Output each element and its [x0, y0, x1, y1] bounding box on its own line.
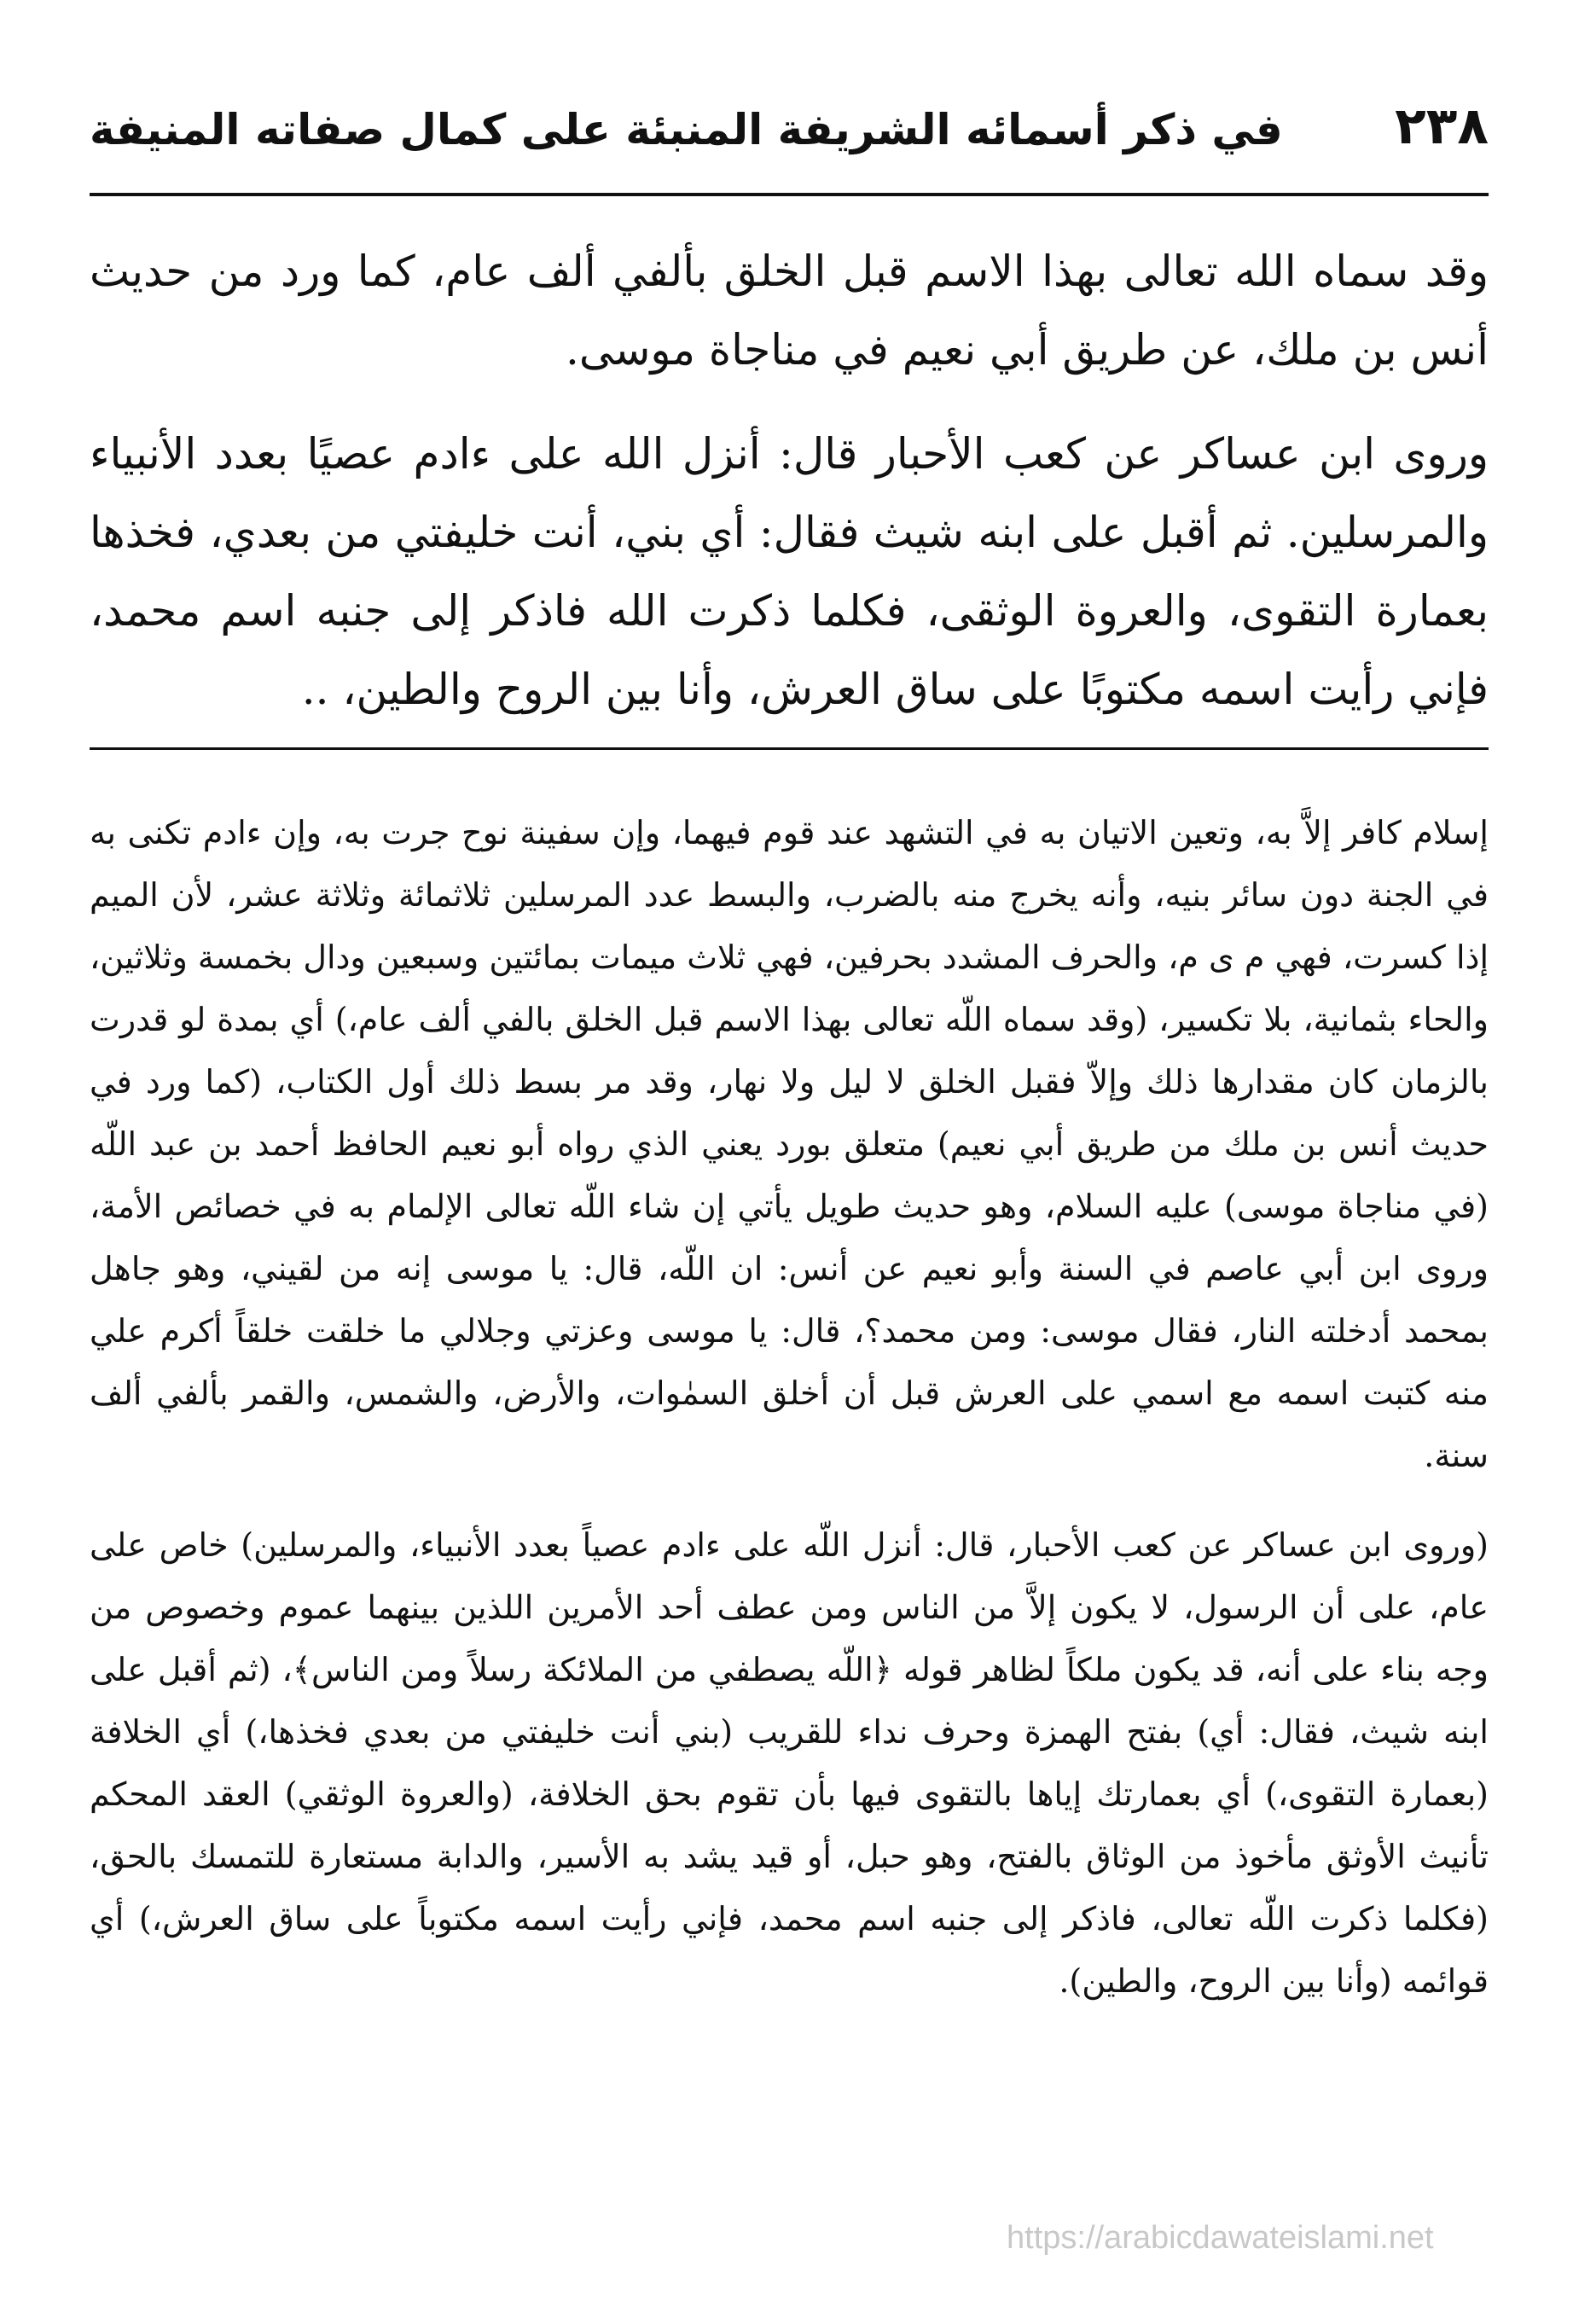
watermark-url: https://arabicdawateislami.net	[1007, 2220, 1434, 2256]
page-number: ٢٣٨	[1395, 96, 1489, 156]
main-paragraph: وروى ابن عساكر عن كعب الأحبار قال: أنزل الله على ءادم عصيًا بعدد الأنبياء والمرسلين. ثم أقبل على ابنه شيث فقال: أي بني، أنت خليفتي من بعدي، فخذها بعمارة التقوى، والعروة الوثقى، فكلما ذكرت الله فاذكر إلى جنبه اسم محمد، فإني رأيت اسمه مكتوبًا على ساق العرش، وأنا بين الروح والطين، ..	[90, 429, 1489, 714]
main-paragraph: وقد سماه الله تعالى بهذا الاسم قبل الخلق بألفي ألف عام، كما ورد من حديث أنس بن ملك، عن طريق أبي نعيم في مناجاة موسى.	[90, 247, 1489, 375]
running-title: في ذكر أسمائه الشريفة المنبئة على كمال صفاته المنيفة	[90, 105, 1283, 154]
page-header	[90, 85, 1489, 179]
header-divider	[90, 193, 1489, 196]
commentary-block	[90, 802, 1489, 2013]
commentary-paragraph: (وروى ابن عساكر عن كعب الأحبار، قال: أنزل اللّه على ءادم عصياً بعدد الأنبياء، والمرسلين) خاص على عام، على أن الرسول، لا يكون إلاَّ من الناس ومن عطف أحد الأمرين اللذين بينهما عموم وخصوص من وجه بناء على أنه، قد يكون ملكاً لظاهر قوله ﴿اللّه يصطفي من الملائكة رسلاً ومن الناس﴾، (ثم أقبل على ابنه شيث، فقال: أي) بفتح الهمزة وحرف نداء للقريب (بني أنت خليفتي من بعدي فخذها،) أي الخلافة (بعمارة التقوى،) أي بعمارتك إياها بالتقوى فيها بأن تقوم بحق الخلافة، (والعروة الوثقي) العقد المحكم تأنيث الأوثق مأخوذ من الوثاق بالفتح، وهو حبل، أو قيد يشد به الأسير، والدابة مستعارة للتمسك بالحق، (فكلما ذكرت اللّه تعالى، فاذكر إلى جنبه اسم محمد، فإني رأيت اسمه مكتوباً على ساق العرش،) أي قوائمه (وأنا بين الروح، والطين).	[90, 1526, 1489, 2000]
main-text-block	[90, 232, 1489, 729]
commentary-paragraph: إسلام كافر إلاَّ به، وتعين الاتيان به في التشهد عند قوم فيهما، وإن سفينة نوح جرت به، وإن ءادم تكنى به في الجنة دون سائر بنيه، وأنه يخرج منه بالضرب، والبسط عدد المرسلين ثلاثمائة وثلاثة عشر، لأن الميم إذا كسرت، فهي م ى م، والحرف المشدد بحرفين، فهي ثلاث ميمات بمائتين وسبعين ودال بخمسة وثلاثين، والحاء بثمانية، بلا تكسير، (وقد سماه اللّه تعالى بهذا الاسم قبل الخلق بالفي ألف عام،) أي بمدة لو قدرت بالزمان كان مقدارها ذلك وإلاّ فقبل الخلق لا ليل ولا نهار، وقد مر بسط ذلك أول الكتاب، (كما ورد في حديث أنس بن ملك من طريق أبي نعيم) متعلق بورد يعني الذي رواه أبو نعيم الحافظ أحمد بن عبد اللّه (في مناجاة موسى) عليه السلام، وهو حديث طويل يأتي إن شاء اللّه تعالى الإلمام به في خصائص الأمة، وروى ابن أبي عاصم في السنة وأبو نعيم عن أنس: ان اللّه، قال: يا موسى إنه من لقيني، وهو جاهل بمحمد أدخلته النار، فقال موسى: ومن محمد؟، قال: يا موسى وعزتي وجلالي ما خلقت خلقاً أكرم علي منه كتبت اسمه مع اسمي على العرش قبل أن أخلق السمٰوات، والأرض، والشمس، والقمر بألفي ألف سنة.	[90, 814, 1489, 1474]
commentary-divider	[90, 747, 1489, 750]
